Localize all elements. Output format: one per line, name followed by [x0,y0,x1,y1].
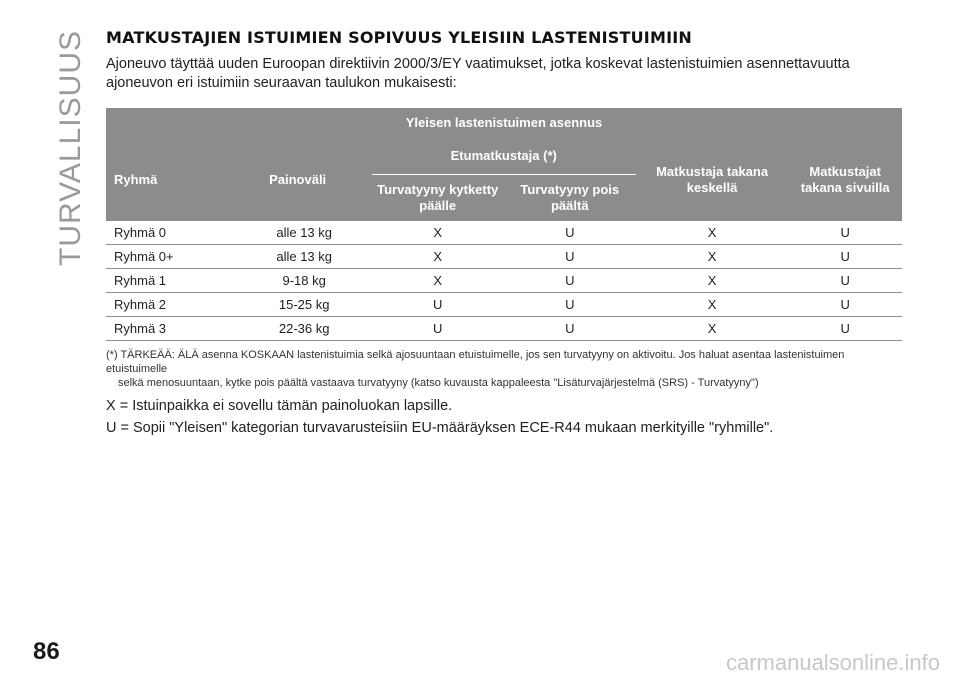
cell-airbag-off: U [504,221,636,245]
legend-u: U = Sopii "Yleisen" kategorian turvavarusteisiin EU-määräyksen ECE-R44 mukaan merkityille "ryhmille". [106,420,774,436]
intro-paragraph: Ajoneuvo täyttää uuden Euroopan direktiivin 2000/3/EY vaatimukset, jotka koskevat lastenistuimien asennettavuutta ajoneuvon eri istuimiin seuraavan taulukon mukaisesti: [106,56,850,91]
cell-rear-side: U [788,317,902,341]
table-row [106,317,902,341]
col-header-group: Ryhmä [106,138,224,221]
cell-airbag-on: U [372,293,504,317]
cell-rear-center: X [636,221,789,245]
cell-rear-side: U [788,245,902,269]
cell-airbag-off: U [504,245,636,269]
cell-group: Ryhmä 3 [106,317,237,341]
cell-rear-center: X [636,317,789,341]
cell-airbag-on: X [372,269,504,293]
site-watermark: carmanualsonline.info [725,650,940,675]
cell-airbag-on: U [372,317,504,341]
cell-weight: alle 13 kg [237,245,372,269]
cell-rear-side: U [788,293,902,317]
col-header-rear-center: Matkustaja takana keskellä [636,138,789,221]
main-content [106,28,902,440]
col-header-weight: Painoväli [237,138,359,221]
cell-weight: alle 13 kg [237,221,372,245]
col-header-airbag-on: Turvatyyny kytketty päälle [372,175,504,222]
cell-group: Ryhmä 2 [106,293,237,317]
header-gap [224,138,237,221]
footnote-line-2: selkä menosuuntaan, kytke pois päältä vastaava turvatyyny (katso kuvausta kappaleesta "Lisäturvajärjestelmä (SRS) - Turvatyyny") [118,377,759,389]
table-row [106,221,902,245]
cell-weight: 15-25 kg [237,293,372,317]
cell-rear-center: X [636,293,789,317]
page-heading: MATKUSTAJIEN ISTUIMIEN SOPIVUUS YLEISIIN LASTENISTUIMIIN [106,28,692,47]
cell-rear-side: U [788,221,902,245]
table-row [106,293,902,317]
legend-x: X = Istuinpaikka ei sovellu tämän painoluokan lapsille. [106,398,453,414]
cell-rear-center: X [636,245,789,269]
table-row [106,269,902,293]
cell-rear-side: U [788,269,902,293]
cell-group: Ryhmä 0 [106,221,237,245]
cell-group: Ryhmä 0+ [106,245,237,269]
child-seat-table [106,108,902,341]
header-gap [359,138,372,221]
col-header-front-passenger: Etumatkustaja (*) [372,138,636,175]
cell-airbag-on: X [372,245,504,269]
table-footnote [106,348,902,390]
cell-weight: 9-18 kg [237,269,372,293]
cell-weight: 22-36 kg [237,317,372,341]
cell-rear-center: X [636,269,789,293]
col-header-rear-side: Matkustajat takana sivuilla [788,138,902,221]
cell-group: Ryhmä 1 [106,269,237,293]
page-number: 86 [33,638,60,665]
table-caption: Yleisen lastenistuimen asennus [106,108,902,138]
cell-airbag-off: U [504,269,636,293]
table-row [106,245,902,269]
cell-airbag-off: U [504,317,636,341]
section-side-label: TURVALLISUUS [54,30,87,266]
cell-airbag-on: X [372,221,504,245]
footnote-line-1: (*) TÄRKEÄÄ: ÄLÄ asenna KOSKAAN lastenistuimia selkä ajosuuntaan etuistuimelle, jos sen turvatyyny on aktivoitu. Jos haluat asentaa lastenistuimen etuistuimelle [106,349,845,375]
legend [106,396,902,438]
cell-airbag-off: U [504,293,636,317]
col-header-airbag-off: Turvatyyny pois päältä [504,175,636,222]
